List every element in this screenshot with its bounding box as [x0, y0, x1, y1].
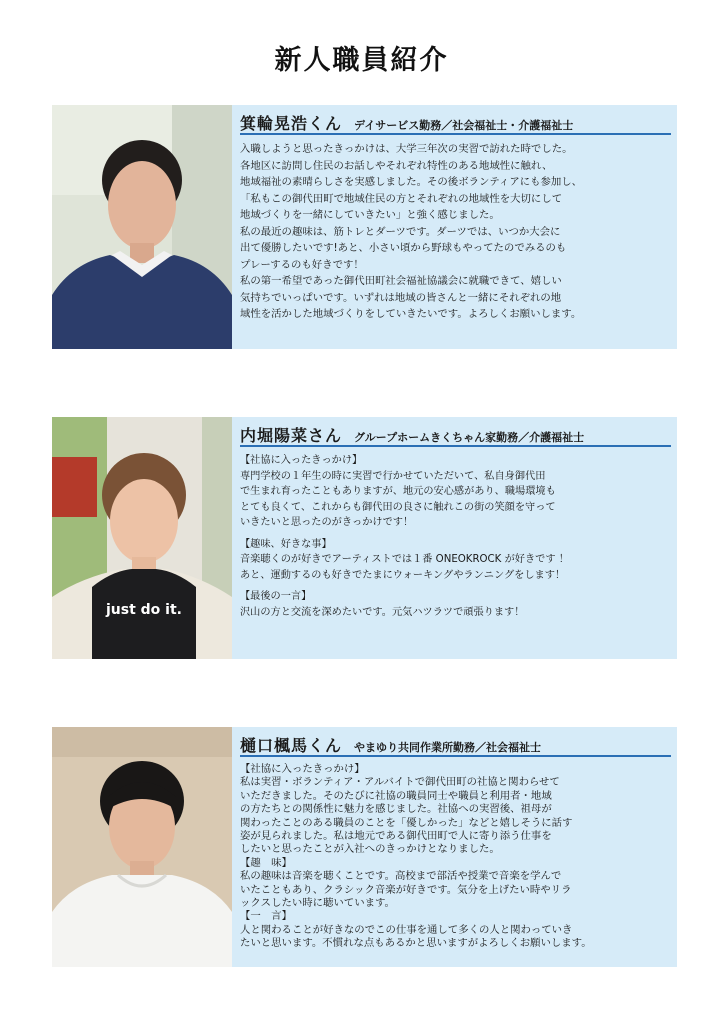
intro-line: たいと思います。不慣れな点もあるかと思いますがよろしくお願いします。: [240, 937, 592, 950]
intro-line: ックスしたい時に聴いています。: [240, 897, 395, 910]
intro-line: いきたいと思ったのがきっかけです！: [240, 517, 414, 528]
intro-line: 地域づくりを一緒にしていきたい」と強く感じました。: [240, 209, 500, 221]
intro-line: プレーするのも好きです！: [240, 258, 364, 271]
intro-line: 各地区に訪問し住民のお話しやそれぞれ特性のある地域性に触れ、: [240, 159, 553, 172]
staff-role: デイサービス勤務／社会福祉士・介護福祉士: [354, 119, 574, 132]
section-heading: 【最後の一言】: [240, 591, 312, 602]
intro-line: いただきました。そのたびに社協の職員同士や職員と利用者・地域: [240, 789, 552, 802]
intro-line: あと、運動するのも好きでたまにウォーキングやランニングをします！: [240, 569, 566, 581]
staff-card-uchibori: [52, 417, 677, 659]
intro-line: 人と関わることが好きなのでこの仕事を通して多くの人と関わっていき: [240, 923, 573, 936]
intro-line: 専門学校の１年生の時に実習で行かせていただいて、私自身御代田: [240, 470, 546, 482]
intro-line: 私の最近の趣味は、筋トレとダーツです。ダーツでは、いつか大会に: [240, 225, 561, 238]
intro-line: の方たちとの関係性に魅力を感じました。社協への実習後、祖母が: [240, 803, 552, 816]
staff-name: 箕輪晃浩くん: [240, 114, 343, 133]
intro-line: 姿が見られました。私は地元である御代田町で人に寄り添う仕事を: [240, 830, 552, 843]
intro-line: 地域福祉の素晴らしさを実感しました。その後ボランティアにも参加し、: [240, 176, 583, 188]
intro-line: 音楽聴くのが好きでアーティストでは１番 ONEOKROCK が好きです ！: [240, 554, 569, 565]
intro-line: 関わったことのある職員のことを「優しかった」などと嬉しそうに話す: [240, 816, 573, 829]
section-heading: 【趣 味】: [240, 856, 292, 869]
intro-line: で生まれ育ったこともありますが、地元の安心感があり、職場環境も: [240, 486, 556, 497]
staff-header: [240, 727, 671, 757]
staff-role: グループホームきくちゃん家勤務／介護福祉士: [354, 431, 585, 444]
staff-card-minowa: [52, 105, 677, 349]
section-heading: 【社協に入ったきっかけ】: [240, 455, 363, 466]
intro-line: 「私もこの御代田町で地域住民の方とそれぞれの地域性を大切にして: [240, 192, 563, 205]
intro-line: 私の第一希望であった御代田町社会福祉協議会に就職できて、嬉しい: [240, 275, 562, 287]
staff-name: 樋口楓馬くん: [240, 736, 343, 755]
staff-introduction: [240, 141, 671, 323]
page-title: 新人職員紹介: [274, 45, 449, 76]
intro-line: 私の趣味は音楽を聴くことです。高校まで部活や授業で音楽を学んで: [240, 870, 562, 883]
staff-introduction: [240, 453, 671, 620]
intro-line: いたこともあり、クラシック音楽が好きです。気分を上げたい時やリラ: [240, 883, 572, 896]
intro-line: 沢山の方と交流を深めたいです。元気ハツラツで頑張ります！: [240, 606, 525, 618]
section-heading: 【社協に入ったきっかけ】: [240, 763, 365, 775]
staff-photo-uchibori: [52, 417, 232, 659]
staff-header: [240, 417, 671, 447]
staff-role: やまゆり共同作業所勤務／社会福祉士: [354, 741, 542, 754]
section-heading: 【趣味、好きな事】: [240, 538, 332, 550]
intro-line: 入職しようと思ったきっかけは、大学三年次の実習で訪れた時でした。: [240, 143, 573, 155]
intro-line: 私は実習・ボランティア・アルバイトで御代田町の社協と関わらせて: [240, 776, 560, 789]
staff-photo-minowa: [52, 105, 232, 349]
section-heading: 【一 言】: [240, 910, 292, 923]
shirt-print: just do it.: [106, 602, 182, 618]
staff-name: 内堀陽菜さん: [240, 426, 343, 445]
intro-line: 気持ちでいっぱいです。いずれは地域の皆さんと一緒にそれぞれの地: [240, 291, 562, 304]
staff-header: [240, 105, 671, 135]
intro-line: 域性を活かした地域づくりをしていきたいです。よろしくお願いします。: [240, 308, 582, 320]
intro-line: したいと思ったことが入社へのきっかけとなりました。: [240, 843, 500, 856]
staff-photo-higuchi: [52, 727, 232, 967]
staff-card-higuchi: [52, 727, 677, 967]
intro-line: とても良くて、これからも御代田の良さに触れこの街の笑顔を守って: [240, 501, 556, 513]
intro-line: 出て優勝したいです!あと、小さい頃から野球もやってたのでみるのも: [240, 242, 567, 254]
staff-introduction: [240, 763, 671, 951]
